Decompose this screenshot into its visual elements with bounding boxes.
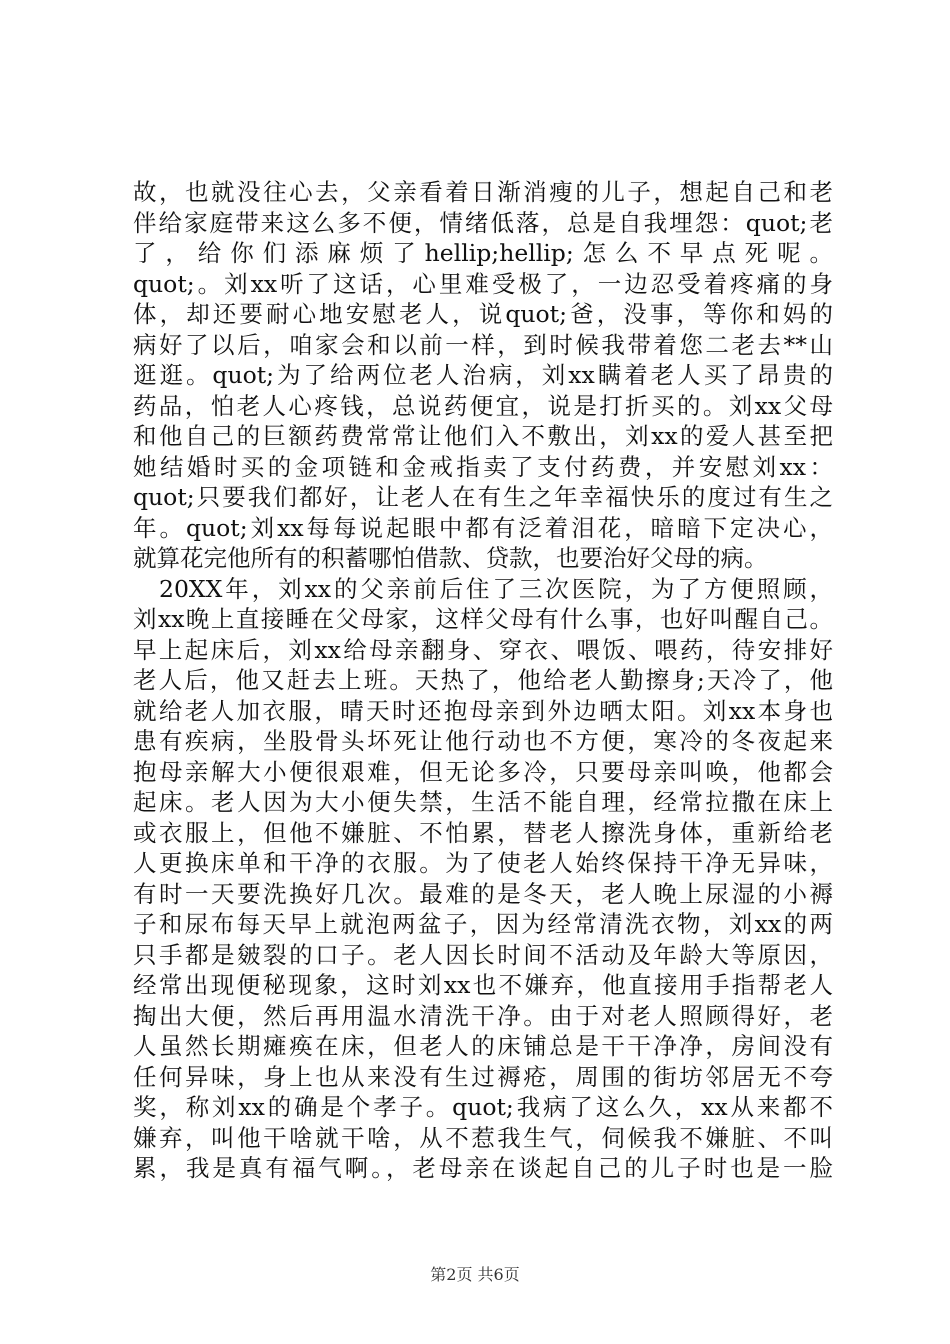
text-line: 嫌弃，叫他干啥就干啥，从不惹我生气，伺候我不嫌脏、不叫 [133,1123,833,1152]
text-line: 体，却还要耐心地安慰老人，说quot;爸，没事，等你和妈的 [133,300,833,328]
text-line: 伴给家庭带来这么多不便，情绪低落，总是自我埋怨：quot;老 [133,208,833,237]
text-line: 有时一天要洗换好几次。最难的是冬天，老人晚上尿湿的小褥 [133,879,833,908]
text-line: 人虽然长期瘫痪在床，但老人的床铺总是干干净净，房间没有 [133,1032,833,1060]
text-line: 经常出现便秘现象，这时刘xx也不嫌弃，他直接用手指帮老人 [133,971,833,999]
text-line: 只手都是皴裂的口子。老人因长时间不活动及年龄大等原因， [133,940,833,969]
text-line: 抱母亲解大小便很艰难，但无论多冷，只要母亲叫唤，他都会 [133,757,833,786]
text-line: 她结婚时买的金项链和金戒指卖了支付药费，并安慰刘xx： [133,452,833,481]
text-line: 奖，称刘xx的确是个孝子。quot;我病了这么久，xx从来都不 [133,1093,833,1121]
text-line: 逛逛。quot;为了给两位老人治病，刘xx瞒着老人买了昂贵的 [133,361,833,389]
page-footer: 第2页 共6页 [430,1265,520,1284]
text-line: 掏出大便，然后再用温水清洗干净。由于对老人照顾得好，老 [133,1001,833,1030]
text-line: 累，我是真有福气啊。，老母亲在谈起自己的儿子时也是一脸 [133,1154,833,1182]
text-line: 起床。老人因为大小便失禁，生活不能自理，经常拉撒在床上 [133,788,833,816]
text-line: quot;只要我们都好，让老人在有生之年幸福快乐的度过有生之 [133,483,833,511]
text-line: 或衣服上，但他不嫌脏、不怕累，替老人擦洗身体，重新给老 [133,818,833,847]
text-line: 病好了以后，咱家会和以前一样，到时候我带着您二老去**山 [133,330,833,359]
text-line: 刘xx晚上直接睡在父母家，这样父母有什么事，也好叫醒自己。 [133,605,833,633]
text-line: 就给老人加衣服，晴天时还抱母亲到外边晒太阳。刘xx本身也 [133,696,833,725]
text-line: 就算花完他所有的积蓄哪怕借款、贷款，也要治好父母的病。 [133,544,768,572]
text-line: 患有疾病，坐股骨头坏死让他行动也不方便，寒冷的冬夜起来 [133,727,833,755]
text-line: 故，也就没往心去，父亲看着日渐消瘦的儿子，想起自己和老 [133,178,833,206]
text-line: 了，给你们添麻烦了hellip;hellip;怎么不早点死呢。 [133,239,833,267]
text-line: 老人后，他又赶去上班。天热了，他给老人勤擦身;天冷了，他 [133,666,833,694]
text-line: quot;。刘xx听了这话，心里难受极了，一边忍受着疼痛的身 [133,269,833,298]
text-line: 任何异味，身上也从来没有生过褥疮，周围的街坊邻居无不夸 [133,1062,833,1091]
paragraph-start-line: 20XX年，刘xx的父亲前后住了三次医院，为了方便照顾， [159,574,833,603]
text-line: 人更换床单和干净的衣服。为了使老人始终保持干净无异味， [133,849,833,877]
text-line: 子和尿布每天早上就泡两盆子，因为经常清洗衣物，刘xx的两 [133,910,833,938]
text-line: 和他自己的巨额药费常常让他们入不敷出，刘xx的爱人甚至把 [133,422,833,450]
text-line: 药品，怕老人心疼钱，总说药便宜，说是打折买的。刘xx父母 [133,391,833,420]
text-line: 年。quot;刘xx每每说起眼中都有泛着泪花，暗暗下定决心， [133,513,833,542]
text-line: 早上起床后，刘xx给母亲翻身、穿衣、喂饭、喂药，待安排好 [133,635,833,664]
body-text [133,177,833,1184]
